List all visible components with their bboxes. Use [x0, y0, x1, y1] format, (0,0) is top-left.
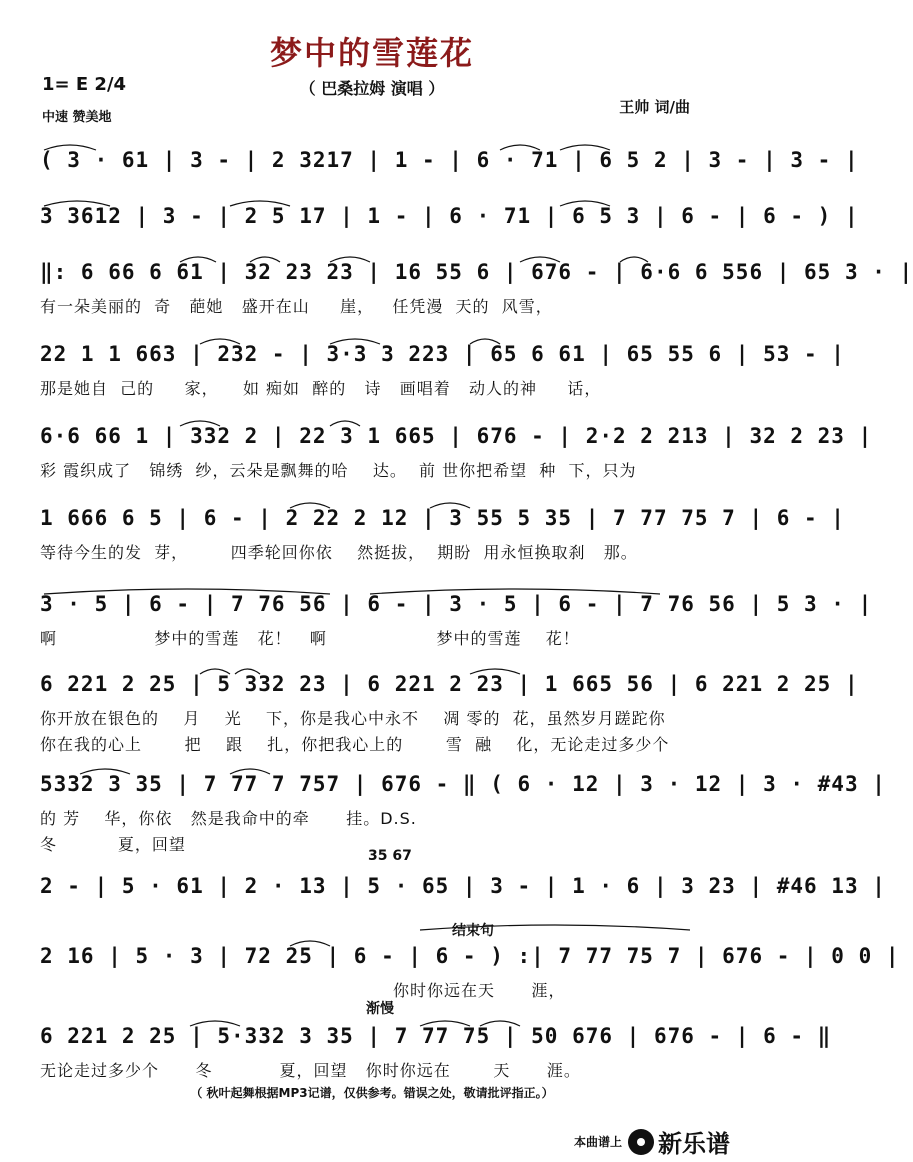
brand-logo [574, 1124, 730, 1159]
notation-line: ‖: 6 66 6 61 | 32 23 23 | 16 55 6 | 676 - | 6·6 6 556 | 65 3 · | [40, 260, 913, 284]
key-signature: 1= E 2/4 [42, 74, 127, 95]
brand-name: 新乐谱 [658, 1130, 730, 1158]
lyric-line: 你开放在银色的 月 光 下，你是我心中永不 凋 零的 花，虽然岁月蹉跎你 [40, 709, 666, 728]
notation-line: ( 3 · 61 | 3 - | 2 3217 | 1 - | 6 · 71 | 6 5 2 | 3 - | 3 - | [40, 148, 859, 172]
lyric-line: 的 芳 华，你依 然是我命中的牵 挂。D.S. [40, 809, 417, 828]
lyric-line: 有一朵美丽的 奇 葩她 盛开在山 崖， 任凭漫 天的 风雪， [40, 297, 553, 316]
system-annotation: 结束句 [452, 923, 494, 939]
record-disc-icon [628, 1129, 654, 1155]
lyric-line: 啊 梦中的雪莲 花！ 啊 梦中的雪莲 花！ [40, 629, 580, 648]
brand-prefix: 本曲谱上 [573, 1135, 622, 1149]
lyric-line: 无论走过多少个 冬 夏，回望 你时你远在 天 涯。 [40, 1061, 581, 1080]
system-annotation: 渐慢 [366, 1001, 394, 1017]
lyric-line: 你时你远在天 涯， [40, 981, 566, 1000]
notation-line: 1 666 6 5 | 6 - | 2 22 2 12 | 3 55 5 35 | 7 77 75 7 | 6 - | [40, 506, 845, 530]
footnote: （ 秋叶起舞根据MP3记谱，仅供参考。错误之处，敬请批评指正。） [190, 1086, 554, 1100]
author-credit: 王帅 词/曲 [619, 98, 690, 116]
notation-line: 3 3612 | 3 - | 2 5 17 | 1 - | 6 · 71 | 6 5 3 | 6 - | 6 - ) | [40, 204, 859, 228]
lyric-line: 冬 夏，回望 [40, 835, 186, 854]
tempo-marking: 中速 赞美地 [42, 110, 112, 125]
singer-credit: （ 巴桑拉姆 演唱 ） [299, 79, 445, 98]
notation-line: 22 1 1 663 | 232 - | 3·3 3 223 | 65 6 61 | 65 55 6 | 53 - | [40, 342, 845, 366]
notation-line: 5332 3 35 | 7 77 7 757 | 676 - ‖ ( 6 · 12 | 3 · 12 | 3 · #43 | [40, 772, 886, 796]
notation-line: 2 16 | 5 · 3 | 72 25 | 6 - | 6 - ) :| 7 77 75 7 | 676 - | 0 0 | [40, 944, 900, 968]
lyric-line: 等待今生的发 芽， 四季轮回你依 然挺拔， 期盼 用永恒换取刹 那。 [40, 543, 638, 562]
notation-line: 2 - | 5 · 61 | 2 · 13 | 5 · 65 | 3 - | 1 · 6 | 3 23 | #46 13 | [40, 874, 886, 898]
system-annotation: 35 67 [368, 848, 412, 864]
lyric-line: 你在我的心上 把 跟 扎，你把我心上的 雪 融 化，无论走过多少个 [40, 735, 670, 754]
lyric-line: 彩 霞织成了 锦绣 纱，云朵是飘舞的哈 达。 前 世你把希望 种 下，只为 [40, 461, 637, 480]
lyric-line: 那是她自 己的 家， 如 痴如 醉的 诗 画唱着 动人的神 话， [40, 379, 602, 398]
notation-line: 6 221 2 25 | 5·332 3 35 | 7 77 75 | 50 676 | 676 - | 6 - ‖ [40, 1024, 832, 1048]
notation-line: 6·6 66 1 | 332 2 | 22 3 1 665 | 676 - | 2·2 2 213 | 32 2 23 | [40, 424, 873, 448]
notation-line: 6 221 2 25 | 5 332 23 | 6 221 2 23 | 1 665 56 | 6 221 2 25 | [40, 672, 859, 696]
song-title: 梦中的雪莲花 [269, 34, 474, 72]
notation-line: 3 · 5 | 6 - | 7 76 56 | 6 - | 3 · 5 | 6 - | 7 76 56 | 5 3 · | [40, 592, 873, 616]
